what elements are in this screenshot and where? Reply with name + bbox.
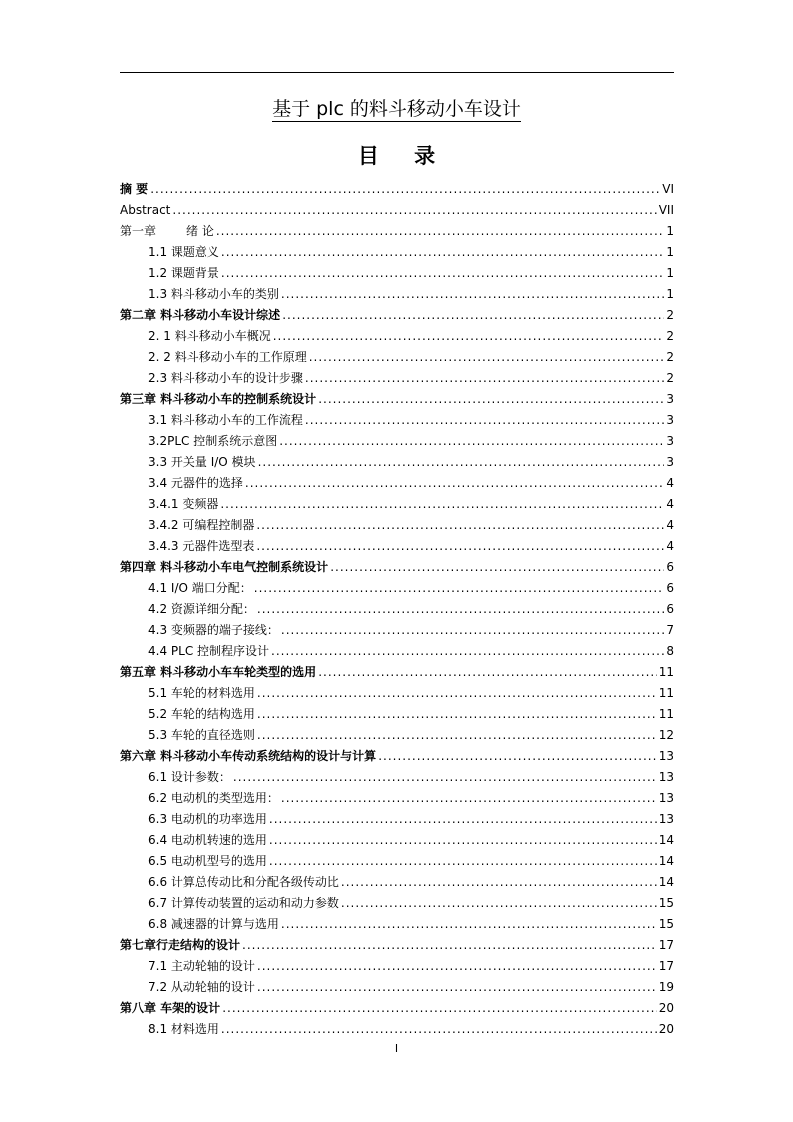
toc-leader-dots — [257, 728, 657, 742]
toc-entry-page: 17 — [658, 959, 674, 973]
toc-entry[interactable] — [120, 469, 674, 490]
toc-entry-page: 6 — [666, 581, 674, 595]
toc-entry[interactable] — [120, 658, 674, 679]
toc-entry-page: 13 — [658, 770, 674, 784]
toc-entry-page: 4 — [666, 476, 674, 490]
toc-entry[interactable] — [120, 847, 674, 868]
toc-entry-page: 14 — [658, 833, 674, 847]
toc-leader-dots — [222, 1001, 657, 1015]
toc-entry-label: 4.1 I/O 端口分配： — [148, 581, 252, 595]
toc-leader-dots — [318, 392, 664, 406]
toc-entry[interactable] — [120, 910, 674, 931]
toc-entry-label: 第一章 — [120, 224, 157, 238]
toc-entry-page: 13 — [658, 749, 674, 763]
toc-leader-dots — [269, 812, 657, 826]
toc-leader-dots — [256, 518, 664, 532]
toc-leader-dots — [221, 245, 664, 259]
toc-entry-page: 8 — [666, 644, 674, 658]
toc-entry[interactable] — [120, 826, 674, 847]
toc-entry-label: 第五章 料斗移动小车车轮类型的选用 — [120, 665, 317, 679]
toc-entry-page: 3 — [666, 455, 674, 469]
toc-entry-label: 第四章 料斗移动小车电气控制系统设计 — [120, 560, 329, 574]
header-rule — [120, 72, 674, 73]
toc-leader-dots — [256, 539, 664, 553]
toc-entry-label: 6.4 电动机转速的选用 — [148, 833, 267, 847]
toc-leader-dots — [245, 476, 664, 490]
toc-leader-dots — [341, 875, 657, 889]
toc-entry[interactable] — [120, 763, 674, 784]
toc-leader-dots — [341, 896, 657, 910]
toc-entry-page: 6 — [666, 560, 674, 574]
toc-entry[interactable] — [120, 595, 674, 616]
toc-entry-label: 8.1 材料选用 — [148, 1022, 219, 1036]
toc-entry[interactable] — [120, 973, 674, 994]
toc-entry-page: 15 — [658, 896, 674, 910]
table-of-contents — [120, 175, 674, 1036]
toc-entry[interactable] — [120, 805, 674, 826]
page-number: I — [394, 1042, 399, 1055]
toc-entry-label: 6.1 设计参数： — [148, 770, 231, 784]
toc-leader-dots — [257, 686, 657, 700]
toc-entry-label: 第八章 车架的设计 — [120, 1001, 221, 1015]
toc-entry-label: 1.3 料斗移动小车的类别 — [148, 287, 279, 301]
toc-entry-page: 4 — [666, 539, 674, 553]
toc-leader-dots — [242, 938, 657, 952]
toc-entry[interactable] — [120, 364, 674, 385]
toc-entry-label: 6.7 计算传动装置的运动和动力参数 — [148, 896, 339, 910]
toc-entry[interactable] — [120, 490, 674, 511]
toc-entry-label: 3.4 元器件的选择 — [148, 476, 243, 490]
toc-entry-label: 第二章 料斗移动小车设计综述 — [120, 308, 281, 322]
toc-entry[interactable] — [120, 1015, 674, 1036]
toc-entry-page: 3 — [666, 413, 674, 427]
toc-leader-dots — [269, 833, 657, 847]
toc-entry-page: 17 — [658, 938, 674, 952]
toc-entry-page: 20 — [658, 1001, 674, 1015]
toc-entry-page: 12 — [658, 728, 674, 742]
toc-entry-label: 3.4.1 变频器 — [148, 497, 219, 511]
toc-leader-dots — [378, 749, 657, 763]
toc-entry[interactable] — [120, 952, 674, 973]
toc-entry-page: 6 — [666, 602, 674, 616]
toc-entry-label: 第三章 料斗移动小车的控制系统设计 — [120, 392, 317, 406]
toc-entry-page: 4 — [666, 518, 674, 532]
toc-leader-dots — [281, 287, 664, 301]
toc-entry[interactable] — [120, 679, 674, 700]
toc-entry[interactable] — [120, 784, 674, 805]
toc-entry-page: 11 — [658, 686, 674, 700]
toc-leader-dots — [281, 623, 664, 637]
toc-entry-label: 4.3 变频器的端子接线： — [148, 623, 279, 637]
toc-entry[interactable] — [120, 931, 674, 952]
toc-leader-dots — [172, 203, 656, 217]
toc-leader-dots — [258, 455, 665, 469]
toc-leader-dots — [281, 917, 657, 931]
toc-entry-label: 3.4.3 元器件选型表 — [148, 539, 255, 553]
toc-entry[interactable] — [120, 280, 674, 301]
toc-entry-label: 6.6 计算总传动比和分配各级传动比 — [148, 875, 339, 889]
toc-entry-label: 6.3 电动机的功率选用 — [148, 812, 267, 826]
toc-leader-dots — [257, 980, 657, 994]
toc-leader-dots — [330, 560, 664, 574]
toc-entry[interactable] — [120, 175, 674, 196]
toc-entry-label: 第七章行走结构的设计 — [120, 938, 241, 952]
toc-entry-page: 7 — [666, 623, 674, 637]
toc-heading: 目 录 — [357, 144, 450, 168]
toc-leader-dots — [257, 959, 657, 973]
toc-entry-label: 4.2 资源详细分配： — [148, 602, 255, 616]
toc-entry-label: 3.4.2 可编程控制器 — [148, 518, 255, 532]
toc-entry[interactable] — [120, 742, 674, 763]
toc-entry-label: 7.1 主动轮轴的设计 — [148, 959, 255, 973]
toc-entry-page: 14 — [658, 854, 674, 868]
toc-entry-page: VI — [662, 182, 674, 196]
toc-entry[interactable] — [120, 721, 674, 742]
toc-entry[interactable] — [120, 343, 674, 364]
toc-leader-dots — [221, 1022, 657, 1036]
toc-entry-label: 2.3 料斗移动小车的设计步骤 — [148, 371, 303, 385]
toc-entry-label: 3.2PLC 控制系统示意图 — [148, 434, 278, 448]
toc-leader-dots — [254, 581, 665, 595]
toc-entry-page: 1 — [666, 266, 674, 280]
toc-leader-dots — [233, 770, 657, 784]
toc-entry-label: 7.2 从动轮轴的设计 — [148, 980, 255, 994]
toc-entry-page: 1 — [666, 245, 674, 259]
toc-entry-label: 6.2 电动机的类型选用： — [148, 791, 279, 805]
toc-entry-label: 5.2 车轮的结构选用 — [148, 707, 255, 721]
toc-leader-dots — [318, 665, 657, 679]
toc-entry-label: 1.1 课题意义 — [148, 245, 219, 259]
toc-entry[interactable] — [120, 637, 674, 658]
toc-leader-dots — [150, 182, 660, 196]
toc-entry[interactable] — [120, 385, 674, 406]
toc-entry-label: 3.1 料斗移动小车的工作流程 — [148, 413, 303, 427]
toc-entry-page: 2 — [666, 329, 674, 343]
toc-leader-dots — [257, 602, 664, 616]
toc-entry-label: 4.4 PLC 控制程序设计 — [148, 644, 270, 658]
toc-entry[interactable] — [120, 889, 674, 910]
toc-leader-dots — [281, 791, 657, 805]
toc-leader-dots — [305, 371, 664, 385]
toc-entry[interactable] — [120, 196, 674, 217]
toc-entry-page: 1 — [666, 287, 674, 301]
toc-entry[interactable] — [120, 301, 674, 322]
toc-entry[interactable] — [120, 259, 674, 280]
toc-entry[interactable] — [120, 532, 674, 553]
toc-entry-page: 3 — [666, 392, 674, 406]
toc-entry-label: 6.5 电动机型号的选用 — [148, 854, 267, 868]
toc-entry-page: 14 — [658, 875, 674, 889]
toc-entry-label: 6.8 减速器的计算与选用 — [148, 917, 279, 931]
toc-leader-dots — [279, 434, 664, 448]
toc-entry-page: 2 — [666, 350, 674, 364]
toc-entry-page: VII — [658, 203, 674, 217]
toc-entry-label: 2. 2 料斗移动小车的工作原理 — [148, 350, 307, 364]
document-title: 基于 plc 的料斗移动小车设计 — [272, 98, 521, 120]
toc-entry[interactable] — [120, 511, 674, 532]
toc-entry-label: 1.2 课题背景 — [148, 266, 219, 280]
toc-entry-page: 3 — [666, 434, 674, 448]
toc-entry-page: 11 — [658, 707, 674, 721]
toc-entry[interactable] — [120, 238, 674, 259]
toc-leader-dots — [216, 224, 665, 238]
toc-entry-label: 2. 1 料斗移动小车概况 — [148, 329, 271, 343]
toc-entry-label: 5.3 车轮的直径选则 — [148, 728, 255, 742]
toc-entry[interactable] — [120, 406, 674, 427]
toc-entry-label: 3.3 开关量 I/O 模块 — [148, 455, 256, 469]
toc-entry[interactable] — [120, 553, 674, 574]
toc-entry[interactable] — [120, 427, 674, 448]
toc-entry-page: 2 — [666, 308, 674, 322]
toc-leader-dots — [305, 413, 664, 427]
toc-leader-dots — [271, 644, 664, 658]
toc-entry-label: 第六章 料斗移动小车传动系统结构的设计与计算 — [120, 749, 377, 763]
toc-entry-label: 摘 要 — [120, 182, 149, 196]
toc-leader-dots — [221, 266, 664, 280]
toc-entry-label-secondary: 绪 论 — [186, 224, 214, 238]
toc-entry-page: 13 — [658, 812, 674, 826]
toc-leader-dots — [309, 350, 665, 364]
toc-entry-label: 5.1 车轮的材料选用 — [148, 686, 255, 700]
toc-entry[interactable] — [120, 322, 674, 343]
toc-entry-page: 20 — [658, 1022, 674, 1036]
toc-entry-page: 11 — [658, 665, 674, 679]
toc-entry[interactable] — [120, 616, 674, 637]
toc-entry-page: 19 — [658, 980, 674, 994]
toc-entry[interactable] — [120, 994, 674, 1015]
toc-entry-page: 4 — [666, 497, 674, 511]
toc-entry-page: 1 — [666, 224, 674, 238]
toc-entry[interactable] — [120, 574, 674, 595]
toc-entry[interactable] — [120, 700, 674, 721]
toc-leader-dots — [269, 854, 657, 868]
toc-leader-dots — [257, 707, 657, 721]
toc-entry-page: 15 — [658, 917, 674, 931]
toc-entry[interactable] — [120, 217, 674, 238]
toc-leader-dots — [282, 308, 664, 322]
toc-entry-page: 2 — [666, 371, 674, 385]
toc-leader-dots — [220, 497, 664, 511]
toc-leader-dots — [273, 329, 665, 343]
toc-entry-label: Abstract — [120, 203, 171, 217]
toc-entry-page: 13 — [658, 791, 674, 805]
toc-entry[interactable] — [120, 448, 674, 469]
toc-entry[interactable] — [120, 868, 674, 889]
